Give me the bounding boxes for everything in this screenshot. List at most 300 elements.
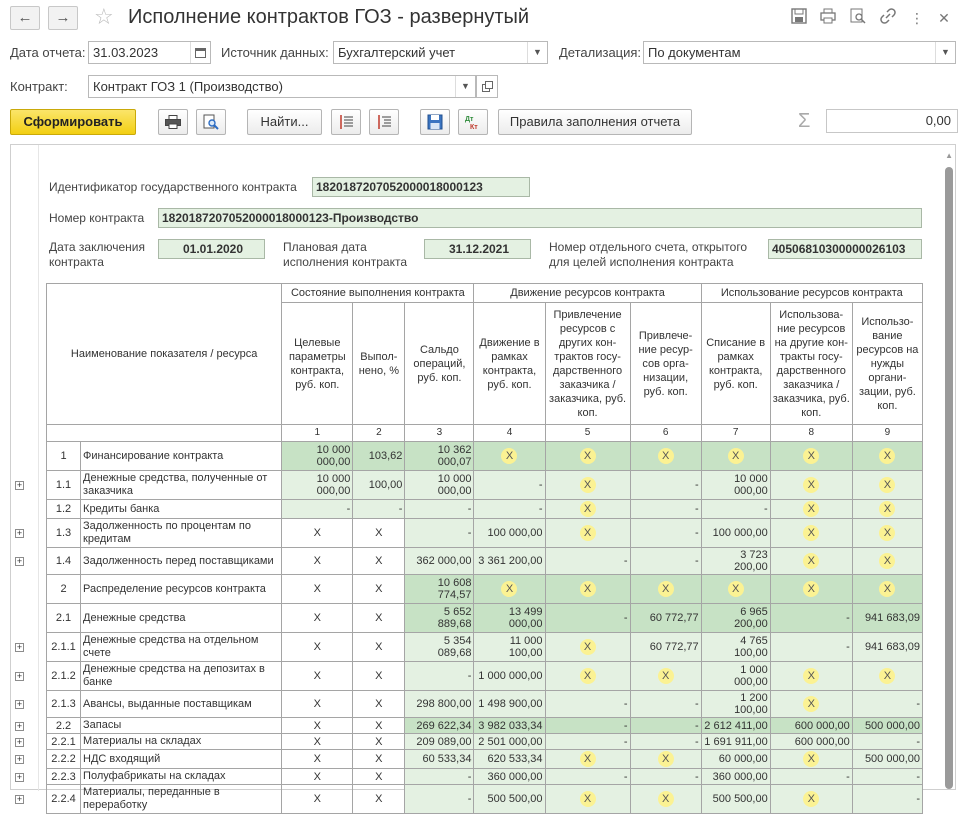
not-applicable-marker: X <box>803 553 819 569</box>
print-button[interactable] <box>158 109 188 135</box>
row-code: 1.3 <box>47 519 81 548</box>
collapse-groups-button[interactable] <box>331 109 361 135</box>
row-name: Запасы <box>81 718 282 734</box>
cell-col-3: 60 533,34 <box>405 750 474 769</box>
date-label: Дата отчета: <box>10 45 86 60</box>
row-name: Денежные средства на депозитах в банке <box>81 662 282 691</box>
generate-button[interactable]: Сформировать <box>10 109 136 135</box>
cell-col-1: X <box>282 519 353 548</box>
cell-col-2: X <box>353 575 405 604</box>
cell-col-9 <box>852 519 922 548</box>
not-applicable-marker: X <box>803 791 819 807</box>
preview-button[interactable] <box>196 109 226 135</box>
cell-col-5: - <box>545 691 630 718</box>
cell-col-1: X <box>282 691 353 718</box>
cell-col-1: X <box>282 662 353 691</box>
open-contract-button[interactable] <box>476 75 498 98</box>
cell-col-8 <box>770 471 852 500</box>
vertical-scrollbar[interactable] <box>945 167 953 789</box>
cell-col-4: 3 982 033,34 <box>474 718 545 734</box>
row-name: Денежные средства <box>81 604 282 633</box>
cell-col-9: 941 683,09 <box>852 633 922 662</box>
preview-icon[interactable] <box>848 8 868 28</box>
gov-contract-id-value: 1820187207052000018000123 <box>312 177 530 197</box>
cell-col-9 <box>852 471 922 500</box>
cell-col-7 <box>701 442 770 471</box>
save-report-button[interactable] <box>420 109 450 135</box>
cell-col-5: - <box>545 734 630 750</box>
not-applicable-marker: X <box>803 581 819 597</box>
cell-col-1: X <box>282 718 353 734</box>
row-name: Полуфабрикаты на складах <box>81 769 282 785</box>
report-date-field[interactable]: 31.03.2023 <box>88 41 211 64</box>
table-row[interactable] <box>47 604 923 633</box>
cell-col-9: 941 683,09 <box>852 604 922 633</box>
column-header: Списание в рамках контракта, руб. коп. <box>701 303 770 425</box>
row-name: Денежные средства, полученные от заказчика <box>81 471 282 500</box>
cell-col-4: 620 533,34 <box>474 750 545 769</box>
cell-col-9: - <box>852 734 922 750</box>
cell-col-9 <box>852 442 922 471</box>
cell-col-6: 60 772,77 <box>630 633 701 662</box>
cell-col-8: - <box>770 633 852 662</box>
cell-col-8 <box>770 691 852 718</box>
row-code: 1 <box>47 442 81 471</box>
group-gutter <box>11 145 39 791</box>
cell-col-7: - <box>701 500 770 519</box>
expand-row-plus-icon[interactable]: + <box>16 699 23 709</box>
cell-col-5 <box>545 519 630 548</box>
not-applicable-marker: X <box>728 448 744 464</box>
dropdown-chevron-icon[interactable]: ▼ <box>455 76 475 97</box>
table-row[interactable] <box>47 575 923 604</box>
not-applicable-marker: X <box>879 525 895 541</box>
table-row[interactable] <box>47 785 923 814</box>
contract-select[interactable]: Контракт ГОЗ 1 (Производство) ▼ <box>88 75 476 98</box>
collapse-icon <box>338 115 354 129</box>
cell-col-4: 13 499 000,00 <box>474 604 545 633</box>
not-applicable-marker: X <box>580 448 596 464</box>
cell-col-5: - <box>545 548 630 575</box>
column-number: 3 <box>405 425 474 442</box>
cell-col-6: - <box>630 718 701 734</box>
forward-button[interactable] <box>48 6 78 30</box>
cell-col-2: X <box>353 604 405 633</box>
cell-col-3: 298 800,00 <box>405 691 474 718</box>
not-applicable-marker: X <box>803 668 819 684</box>
cell-col-6: - <box>630 691 701 718</box>
window-title: Исполнение контрактов ГОЗ - развернутый <box>128 6 530 28</box>
column-number: 9 <box>852 425 922 442</box>
not-applicable-marker: X <box>879 668 895 684</box>
not-applicable-marker: X <box>580 501 596 517</box>
cell-col-8 <box>770 548 852 575</box>
svg-text:Дт: Дт <box>465 116 474 123</box>
not-applicable-marker: X <box>580 525 596 541</box>
source-label: Источник данных: <box>221 45 329 60</box>
preview-icon <box>203 114 219 130</box>
cell-col-2: X <box>353 548 405 575</box>
cell-col-1: X <box>282 750 353 769</box>
expand-row-plus-icon[interactable]: + <box>16 771 23 782</box>
report-spreadsheet[interactable] <box>10 144 956 811</box>
table-row[interactable] <box>47 519 923 548</box>
cell-col-7 <box>701 575 770 604</box>
group-header-usage: Использование ресурсов контракта <box>701 284 922 303</box>
cell-col-4: 360 000,00 <box>474 769 545 785</box>
not-applicable-marker: X <box>658 581 674 597</box>
cell-col-1: 10 000 000,00 <box>282 471 353 500</box>
cell-col-6: - <box>630 548 701 575</box>
cell-col-7: 6 965 200,00 <box>701 604 770 633</box>
row-code: 2 <box>47 575 81 604</box>
cell-col-8: 600 000,00 <box>770 718 852 734</box>
table-row[interactable] <box>47 750 923 769</box>
fill-rules-button[interactable]: Правила заполнения отчета <box>498 109 692 135</box>
cell-col-4: - <box>474 500 545 519</box>
expand-row-plus-icon[interactable]: + <box>16 671 23 681</box>
not-applicable-marker: X <box>879 448 895 464</box>
cell-col-1: X <box>282 734 353 750</box>
row-code: 2.1.3 <box>47 691 81 718</box>
cell-col-8 <box>770 785 852 814</box>
cell-col-5: - <box>545 604 630 633</box>
floppy-disk-icon <box>427 114 443 130</box>
cell-col-2: X <box>353 662 405 691</box>
cell-col-4 <box>474 442 545 471</box>
cell-col-3: 5 354 089,68 <box>405 633 474 662</box>
cell-col-7: 360 000,00 <box>701 769 770 785</box>
cell-col-7: 500 500,00 <box>701 785 770 814</box>
group-header-status: Состояние выполнения контракта <box>282 284 474 303</box>
column-number: 2 <box>353 425 405 442</box>
cell-col-7: 60 000,00 <box>701 750 770 769</box>
cell-col-7: 1 000 000,00 <box>701 662 770 691</box>
not-applicable-marker: X <box>580 477 596 493</box>
cell-col-7: 10 000 000,00 <box>701 471 770 500</box>
cell-col-2: X <box>353 691 405 718</box>
cell-col-3: 209 089,00 <box>405 734 474 750</box>
row-code: 2.2.4 <box>47 785 81 814</box>
row-code: 1.1 <box>47 471 81 500</box>
cell-col-6: - <box>630 734 701 750</box>
gov-contract-id-label: Идентификатор государственного контракта <box>49 180 297 194</box>
cell-col-5 <box>545 750 630 769</box>
save-icon[interactable] <box>789 8 809 28</box>
not-applicable-marker: X <box>879 581 895 597</box>
cell-col-5: - <box>545 718 630 734</box>
cell-col-8 <box>770 750 852 769</box>
arrow-left-icon: ← <box>17 9 33 26</box>
cell-col-5 <box>545 442 630 471</box>
cell-col-6 <box>630 750 701 769</box>
debit-credit-button[interactable] <box>458 109 488 135</box>
open-icon <box>482 81 493 92</box>
column-header: Движение в рамках контракта, руб. коп. <box>474 303 545 425</box>
cell-col-3: 362 000,00 <box>405 548 474 575</box>
cell-col-2: 100,00 <box>353 471 405 500</box>
group-header-movement: Движение ресурсов контракта <box>474 284 701 303</box>
not-applicable-marker: X <box>803 477 819 493</box>
column-number: 6 <box>630 425 701 442</box>
column-number: 8 <box>770 425 852 442</box>
table-row[interactable] <box>47 718 923 734</box>
cell-col-8 <box>770 662 852 691</box>
not-applicable-marker: X <box>580 581 596 597</box>
cell-col-1: - <box>282 500 353 519</box>
cell-col-1: X <box>282 575 353 604</box>
cell-col-3: - <box>405 662 474 691</box>
table-row[interactable] <box>47 500 923 519</box>
not-applicable-marker: X <box>803 751 819 767</box>
expand-row-plus-icon[interactable]: + <box>16 556 23 566</box>
cell-col-6 <box>630 785 701 814</box>
cell-col-5 <box>545 662 630 691</box>
row-name: Материалы, переданные в переработку <box>81 785 282 814</box>
cell-col-9: 500 000,00 <box>852 750 922 769</box>
not-applicable-marker: X <box>803 501 819 517</box>
cell-col-9 <box>852 575 922 604</box>
detail-label: Детализация: <box>559 45 642 60</box>
column-header: Сальдо операций, руб. коп. <box>405 303 474 425</box>
table-row[interactable] <box>47 471 923 500</box>
scroll-up-icon[interactable]: ▲ <box>945 151 953 160</box>
cell-col-8 <box>770 442 852 471</box>
not-applicable-marker: X <box>879 477 895 493</box>
row-name: НДС входящий <box>81 750 282 769</box>
account-label: Номер отдельного счета, открытого для целей исполнения контракта <box>549 240 748 269</box>
cell-col-1: X <box>282 548 353 575</box>
table-row[interactable] <box>47 734 923 750</box>
cell-col-8: 600 000,00 <box>770 734 852 750</box>
not-applicable-marker: X <box>879 501 895 517</box>
cell-col-1: X <box>282 633 353 662</box>
cell-col-2: X <box>353 633 405 662</box>
cell-col-8 <box>770 575 852 604</box>
not-applicable-marker: X <box>658 448 674 464</box>
cell-col-3: - <box>405 519 474 548</box>
table-row[interactable] <box>47 548 923 575</box>
cell-col-9: - <box>852 785 922 814</box>
favorite-star-icon[interactable]: ☆ <box>94 4 114 29</box>
row-code: 2.2.1 <box>47 734 81 750</box>
table-row[interactable] <box>47 442 923 471</box>
contract-label: Контракт: <box>10 79 68 94</box>
row-name: Финансирование контракта <box>81 442 282 471</box>
expand-row-plus-icon[interactable]: + <box>16 642 23 652</box>
indicator-name-header: Наименование показателя / ресурса <box>47 284 282 425</box>
row-code: 2.2 <box>47 718 81 734</box>
expand-row-plus-icon[interactable]: + <box>16 794 23 804</box>
row-name: Денежные средства на отдельном счете <box>81 633 282 662</box>
cell-col-2: X <box>353 769 405 785</box>
data-source-select[interactable]: Бухгалтерский учет ▼ <box>333 41 548 64</box>
cell-col-1: 10 000 000,00 <box>282 442 353 471</box>
row-name: Кредиты банка <box>81 500 282 519</box>
cell-col-4: 1 498 900,00 <box>474 691 545 718</box>
cell-col-4: 2 501 000,00 <box>474 734 545 750</box>
not-applicable-marker: X <box>501 448 517 464</box>
cell-col-3: - <box>405 785 474 814</box>
dropdown-chevron-icon[interactable]: ▼ <box>527 42 547 63</box>
cell-col-7: 4 765 100,00 <box>701 633 770 662</box>
not-applicable-marker: X <box>803 525 819 541</box>
cell-col-1: X <box>282 785 353 814</box>
column-header: Привлечение ресурсов с других кон- трактов госу- дарственного заказчика / заказчика, руб. коп. <box>545 303 630 425</box>
cell-col-6: - <box>630 769 701 785</box>
cell-col-1: X <box>282 604 353 633</box>
cell-col-2: X <box>353 785 405 814</box>
back-button[interactable] <box>10 6 40 30</box>
cell-col-5 <box>545 785 630 814</box>
cell-col-3: 10 362 000,07 <box>405 442 474 471</box>
cell-col-7: 3 723 200,00 <box>701 548 770 575</box>
link-icon[interactable] <box>878 8 898 28</box>
column-number <box>47 425 282 442</box>
cell-col-7: 1 200 100,00 <box>701 691 770 718</box>
row-code: 2.2.2 <box>47 750 81 769</box>
row-code: 1.2 <box>47 500 81 519</box>
cell-col-8: - <box>770 604 852 633</box>
row-code: 2.1.2 <box>47 662 81 691</box>
expand-row-plus-icon[interactable]: + <box>16 528 23 538</box>
report-table <box>46 283 923 814</box>
cell-col-9 <box>852 500 922 519</box>
cell-col-9 <box>852 662 922 691</box>
cell-col-2: 103,62 <box>353 442 405 471</box>
expand-row-plus-icon[interactable]: + <box>16 754 23 764</box>
expand-icon <box>376 115 392 129</box>
cell-col-4: 3 361 200,00 <box>474 548 545 575</box>
debit-credit-icon <box>464 114 482 130</box>
cell-col-2: X <box>353 519 405 548</box>
column-header: Привлече- ние ресур- сов орга- низации, руб. коп. <box>630 303 701 425</box>
find-button[interactable]: Найти... <box>247 109 322 135</box>
not-applicable-marker: X <box>501 581 517 597</box>
cell-col-4: 11 000 100,00 <box>474 633 545 662</box>
not-applicable-marker: X <box>803 448 819 464</box>
not-applicable-marker: X <box>580 639 596 655</box>
close-icon[interactable]: ✕ <box>938 10 950 26</box>
not-applicable-marker: X <box>658 668 674 684</box>
calendar-icon[interactable] <box>190 42 210 63</box>
sum-sigma-icon: Σ <box>798 110 811 132</box>
sign-date-label: Дата заключения контракта <box>49 240 145 269</box>
not-applicable-marker: X <box>658 791 674 807</box>
cell-col-3: 269 622,34 <box>405 718 474 734</box>
column-number: 7 <box>701 425 770 442</box>
column-number: 1 <box>282 425 353 442</box>
cell-col-4: 100 000,00 <box>474 519 545 548</box>
row-code: 2.1.1 <box>47 633 81 662</box>
not-applicable-marker: X <box>728 581 744 597</box>
not-applicable-marker: X <box>580 668 596 684</box>
column-header: Выпол- нено, % <box>353 303 405 425</box>
cell-col-6 <box>630 442 701 471</box>
cell-col-5 <box>545 471 630 500</box>
column-header: Использова- ние ресурсов на другие кон- тракты госу- дарственного заказчика / заказчика, руб. коп. <box>770 303 852 425</box>
cell-col-6: - <box>630 519 701 548</box>
expand-row-plus-icon[interactable]: + <box>16 736 23 747</box>
cell-col-9: 500 000,00 <box>852 718 922 734</box>
plan-date-value: 31.12.2021 <box>424 239 531 259</box>
cell-col-4: 1 000 000,00 <box>474 662 545 691</box>
cell-col-5: - <box>545 769 630 785</box>
dropdown-chevron-icon[interactable]: ▼ <box>935 42 955 63</box>
cell-col-6: 60 772,77 <box>630 604 701 633</box>
column-number: 4 <box>474 425 545 442</box>
cell-col-3: 10 608 774,57 <box>405 575 474 604</box>
cell-col-7: 100 000,00 <box>701 519 770 548</box>
cell-col-9: - <box>852 769 922 785</box>
cell-col-2: - <box>353 500 405 519</box>
cell-col-4 <box>474 575 545 604</box>
cell-col-3: - <box>405 769 474 785</box>
column-header: Использо- вание ресурсов на нужды органи- зации, руб. коп. <box>852 303 922 425</box>
not-applicable-marker: X <box>879 553 895 569</box>
contract-number-label: Номер контракта <box>49 211 145 225</box>
sign-date-value: 01.01.2020 <box>158 239 265 259</box>
column-number: 5 <box>545 425 630 442</box>
not-applicable-marker: X <box>580 791 596 807</box>
arrow-right-icon: → <box>55 9 71 26</box>
account-value: 40506810300000026103 <box>768 239 922 259</box>
cell-col-3: 10 000 000,00 <box>405 471 474 500</box>
table-row[interactable] <box>47 691 923 718</box>
cell-col-5 <box>545 500 630 519</box>
row-name: Материалы на складах <box>81 734 282 750</box>
table-row[interactable] <box>47 662 923 691</box>
cell-col-6: - <box>630 471 701 500</box>
row-code: 1.4 <box>47 548 81 575</box>
table-row[interactable] <box>47 769 923 785</box>
cell-col-9 <box>852 548 922 575</box>
row-name: Распределение ресурсов контракта <box>81 575 282 604</box>
cell-col-8: - <box>770 769 852 785</box>
cell-col-1: X <box>282 769 353 785</box>
row-code: 2.1 <box>47 604 81 633</box>
not-applicable-marker: X <box>803 696 819 712</box>
cell-col-5 <box>545 633 630 662</box>
table-row[interactable] <box>47 633 923 662</box>
cell-col-6: - <box>630 500 701 519</box>
cell-col-5 <box>545 575 630 604</box>
row-code: 2.2.3 <box>47 769 81 785</box>
cell-col-2: X <box>353 718 405 734</box>
print-icon[interactable] <box>818 8 838 28</box>
cell-col-6 <box>630 575 701 604</box>
title-bar <box>0 0 961 36</box>
selected-sum-field: 0,00 <box>826 109 958 133</box>
column-header: Целевые параметры контракта, руб. коп. <box>282 303 353 425</box>
cell-col-2: X <box>353 750 405 769</box>
cell-col-9: - <box>852 691 922 718</box>
svg-text:Кт: Кт <box>470 124 478 131</box>
expand-groups-button[interactable] <box>369 109 399 135</box>
not-applicable-marker: X <box>580 751 596 767</box>
cell-col-4: - <box>474 471 545 500</box>
expand-row-plus-icon[interactable]: + <box>16 480 23 490</box>
cell-col-7: 1 691 911,00 <box>701 734 770 750</box>
more-menu-icon[interactable]: ⋮ <box>910 10 924 26</box>
not-applicable-marker: X <box>658 751 674 767</box>
print-icon <box>165 115 181 129</box>
cell-col-2: X <box>353 734 405 750</box>
cell-col-7: 2 612 411,00 <box>701 718 770 734</box>
cell-col-3: - <box>405 500 474 519</box>
expand-row-plus-icon[interactable]: + <box>16 720 23 731</box>
detail-level-select[interactable]: По документам ▼ <box>643 41 956 64</box>
